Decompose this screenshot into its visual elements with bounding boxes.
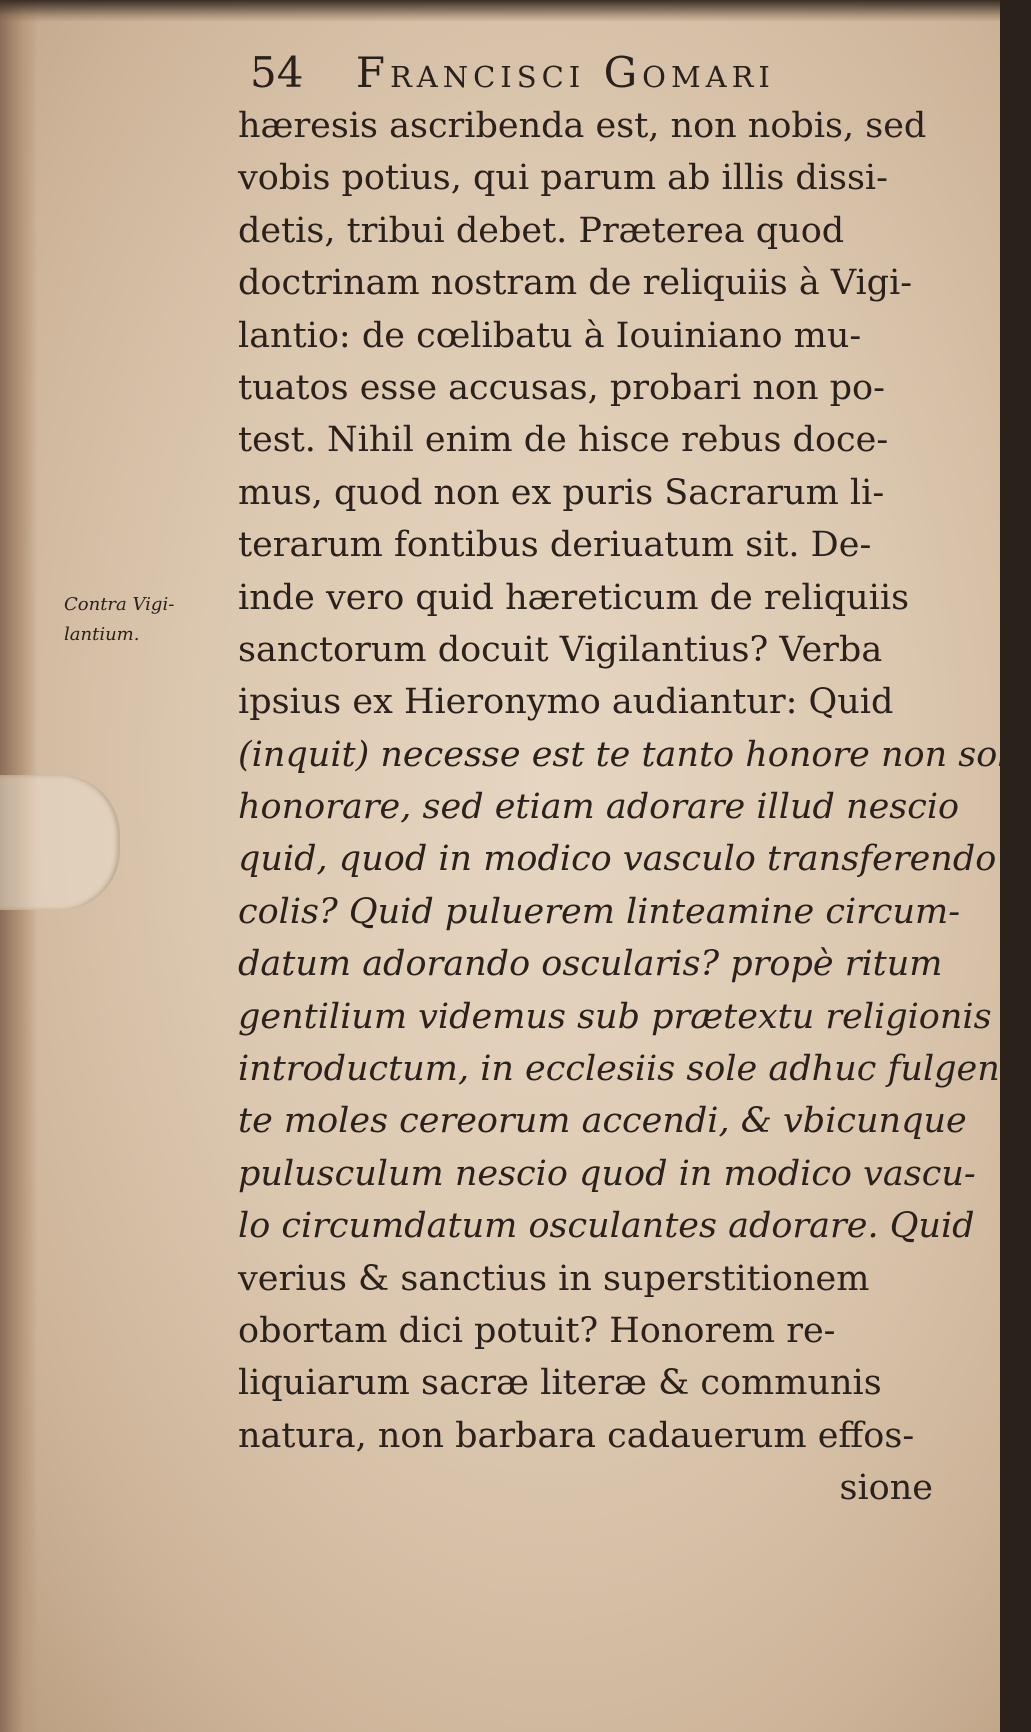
marginal-note [64,590,234,650]
text-line-italic: introductum, in ecclesiis sole adhuc fulgen- [238,1049,1012,1090]
text-line-italic: quid, quod in modico vasculo transferendo [238,839,997,880]
text-line: doctrinam nostram de reliquiis à Vigi- [238,263,913,304]
catchword: sione [839,1468,933,1509]
running-title: Francisci Gomari [355,48,775,97]
text-line: liquiarum sacræ literæ & communis [238,1363,882,1404]
text-line: lantio: de cœlibatu à Iouiniano mu- [238,315,862,356]
text-line: detis, tribui debet. Præterea quod [238,210,845,251]
text-line: sanctorum docuit Vigilantius? Verba [238,629,883,670]
text-line: verius & sanctius in superstitionem [238,1258,870,1299]
running-header [250,48,775,108]
body-text [238,100,1031,1515]
text-line: tuatos esse accusas, probari non po- [238,367,885,408]
page-tab-marker [0,775,120,910]
marginal-note-line-2: lantium. [64,624,140,645]
text-line: ipsius ex Hieronymo audiantur: Quid [238,682,894,723]
text-line-italic: lo circumdatum osculantes adorare. Quid [238,1206,975,1247]
text-line-italic: datum adorando oscularis? propè ritum [238,944,943,985]
text-line: terarum fontibus deriuatum sit. De- [238,525,872,566]
text-line-italic: colis? Quid puluerem linteamine circum- [238,891,961,932]
text-line: inde vero quid hæreticum de reliquiis [238,577,910,618]
text-line-italic: (inquit) necesse est te tanto honore non solũ [238,734,1031,775]
text-line-italic: honorare, sed etiam adorare illud nescio [238,787,960,828]
text-line: mus, quod non ex puris Sacrarum li- [238,472,885,513]
text-line-italic: pulusculum nescio quod in modico vascu- [238,1153,976,1194]
text-line-italic: gentilium videmus sub prætextu religionis [238,996,992,1037]
text-line: test. Nihil enim de hisce rebus doce- [238,420,889,461]
text-line: obortam dici potuit? Honorem re- [238,1310,836,1351]
text-line: vobis potius, qui parum ab illis dissi- [238,158,888,199]
text-line-italic: te moles cereorum accendi, & vbicunque [238,1101,967,1142]
marginal-note-line-1: Contra Vigi- [64,594,175,615]
text-line: natura, non barbara cadauerum effos- [238,1415,915,1456]
text-line: hæresis ascribenda est, non nobis, sed [238,106,927,146]
page-number: 54 [250,48,304,97]
